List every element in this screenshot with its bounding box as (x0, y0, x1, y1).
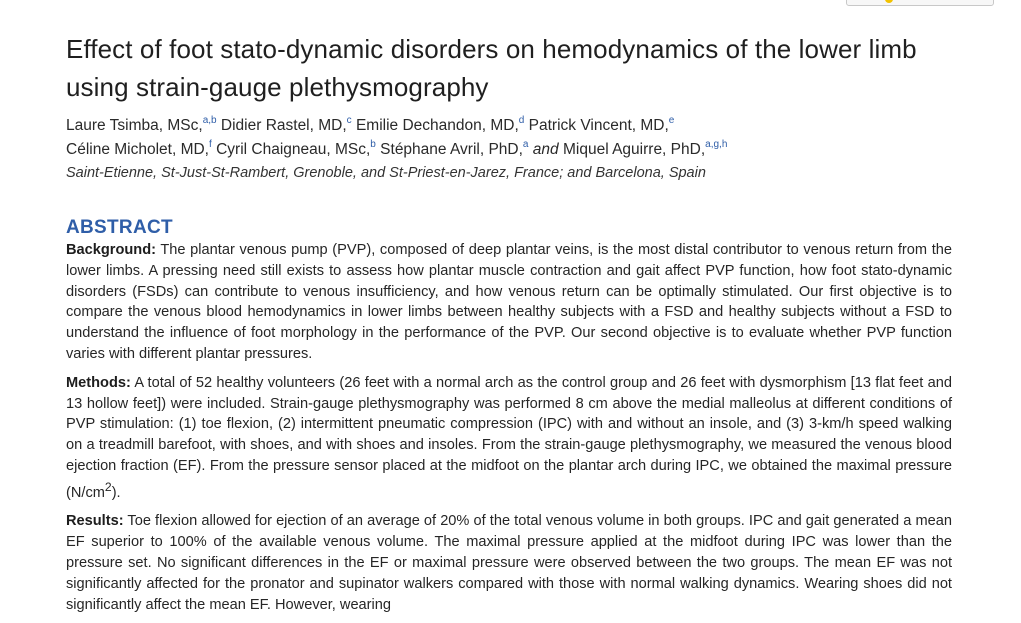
superscript: 2 (104, 479, 112, 494)
author-name: Emilie Dechandon, MD, (355, 117, 519, 134)
author-name: Miquel Aguirre, PhD, (562, 141, 706, 158)
author-conjunction: and (532, 141, 559, 158)
section-text: ). (111, 484, 121, 501)
author-affiliation-mark: c (346, 115, 352, 126)
author-name: Didier Rastel, MD, (220, 117, 347, 134)
author-list (66, 114, 952, 162)
author-name: Cyril Chaigneau, MSc, (216, 141, 371, 158)
section-text: The plantar venous pump (PVP), composed of deep plantar veins, is the most distal contributor to venous return from the lower limbs. A pressing need still exists to assess how plantar muscle contraction and gait affect PVP function, how foot stato-dynamic disorders (FSDs) can contribute to venous insufficiency, and how venous return can be optimally stimulated. Our first objective is to compare the venous blood hemodynamics in lower limbs between healthy subjects with a FSD and healthy subjects without a FSD to understand the influence of foot morphology in the performance of the PVP. Our second objective is to evaluate whether PVP function varies with different plantar pressures. (66, 242, 952, 362)
author-name: Laure Tsimba, MSc, (66, 117, 203, 134)
section-label: Background: (66, 242, 156, 258)
status-dot-icon (885, 0, 893, 3)
paper-page (66, 30, 952, 623)
abstract-methods (66, 373, 952, 504)
abstract-results (66, 511, 952, 615)
author-affiliation-mark: a,g,h (705, 139, 728, 150)
author-affiliation-mark: a,b (202, 115, 217, 126)
section-label: Methods: (66, 374, 131, 391)
author-name: Stéphane Avril, PhD, (380, 141, 523, 158)
author-name: Patrick Vincent, MD, (528, 117, 669, 134)
author-affiliation-mark: e (668, 115, 675, 126)
toolbar-widget[interactable] (846, 0, 994, 6)
abstract-background (66, 240, 952, 365)
author-affiliation-mark: f (209, 139, 212, 150)
author-name: Céline Micholet, MD, (66, 141, 209, 158)
author-affiliation-mark: d (518, 115, 525, 126)
section-text: A total of 52 healthy volunteers (26 feet with a normal arch as the control group and 26 feet with dysmorphism [13 flat feet and 13 hollow feet]) were included. Strain-gauge plethysmography was performed 8 cm above the medial malleolus at different conditions of PVP stimulation: (1) toe flexion, (2) intermittent pneumatic compression (IPC) with and without an insole, and (3) 3-km/h speed walking on a treadmill barefoot, with shoes, and with shoes and insoles. From the strain-gauge plethysmography, we measured the venous blood ejection fraction (EF). From the pressure sensor placed at the midfoot on the plantar arch during IPC, we obtained the maximal pressure (N/cm (66, 374, 952, 501)
affiliation-line: Saint-Etienne, St-Just-St-Rambert, Grenoble, and St-Priest-en-Jarez, France; and Barcelona, Spain (66, 165, 706, 181)
author-affiliation-mark: a (522, 139, 529, 150)
section-label: Results: (66, 513, 124, 530)
paper-title: Effect of foot stato-dynamic disorders on hemodynamics of the lower limb using strain-gauge plethysmography (66, 34, 917, 102)
abstract-heading: ABSTRACT (66, 217, 173, 238)
author-affiliation-mark: b (370, 139, 376, 150)
section-text: Toe flexion allowed for ejection of an average of 20% of the total venous volume in both groups. IPC and gait generated a mean EF superior to 100% of the available venous volume. The maximal pressure applied at the midfoot during IPC was lower than the pressure set. No significant differences in the EF or maximal pressure were observed between the two groups. The mean EF was not significantly affected for the pronator and supinator walkers compared with those with normal walking dynamics. Wearing shoes did not significantly affect the mean EF. However, wearing (66, 513, 952, 613)
